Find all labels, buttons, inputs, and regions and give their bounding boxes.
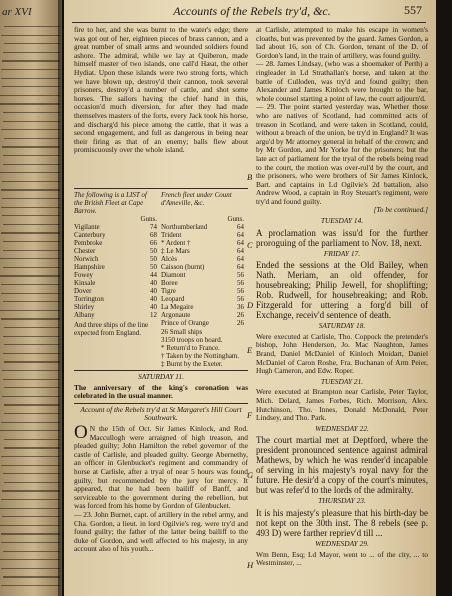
thursday-23-text: It is his majesty's pleasure that his birth-day be not kept on the 30th inst. The 8 rebels (see p. 493 D) were farther repriev'd till ... xyxy=(256,507,428,538)
french-ship-row xyxy=(161,239,248,247)
right-paragraph-1: at Carlisle, attempted to make his escape in women's cloaths, but was prevented by the guard. James Gordon, a lad about 16, son of Ch. Gordon, tenant of the D. of Gordon's land, in the train of artillery, was found guilty. xyxy=(256,25,428,60)
french-fleet-note: * Return'd to France. xyxy=(161,344,220,352)
background-right xyxy=(436,0,452,596)
page-number: 557 xyxy=(404,3,422,17)
margin-letter: C xyxy=(247,240,253,250)
left-page-text-line xyxy=(0,103,60,104)
left-page-text-line xyxy=(1,129,60,130)
french-ship-name: Argonaute xyxy=(161,311,191,319)
left-page-text-line xyxy=(4,447,60,448)
french-ship-guns: 64 xyxy=(237,247,244,255)
french-ship-row xyxy=(161,231,248,239)
french-ship-row xyxy=(161,279,248,287)
left-page-text-line xyxy=(1,585,60,586)
french-ship-row xyxy=(161,287,248,295)
margin-letter: H xyxy=(247,560,254,570)
left-page-text-line xyxy=(0,258,60,259)
tuesday-21-text: Were executed at Brampton near Carlisle, Peter Taylor, Mich. Delard, James Forbes, Rich. Morrison, Alex. Hutchinson, Tho. Innes, Donald McDonald, Peter Lindsey, and Tho. Park. xyxy=(256,387,428,423)
page-title: Accounts of the Rebels try'd, &c. xyxy=(173,4,331,18)
british-ship-name: Dover xyxy=(74,287,92,295)
french-ship-row xyxy=(161,295,248,303)
left-page-text-line xyxy=(0,430,60,431)
left-page-text-line xyxy=(2,215,60,216)
left-page-text-line xyxy=(3,155,60,156)
french-ship-row xyxy=(161,311,248,319)
wednesday-22-text: The court martial met at Deptford, where the president pronounced sentence against admiral Mathews, by which he was render'd incapable of serving in his majesty's royal navy for the future. He desir'd a copy of the court's minutes, but was refer'd to the lords of the admiralty. xyxy=(256,435,428,496)
left-page-text-line xyxy=(3,241,60,242)
left-page-text-line xyxy=(1,78,60,79)
british-ship-name: Torrington xyxy=(74,295,104,303)
british-ship-row xyxy=(74,263,161,271)
french-ship-row xyxy=(161,271,248,279)
left-page-text-line xyxy=(2,490,60,491)
left-page-text-line xyxy=(4,26,60,27)
continued-note: [To be continued.] xyxy=(373,205,428,215)
left-page-text-line xyxy=(3,473,61,474)
left-page-text-line xyxy=(1,232,60,233)
fleet-table xyxy=(74,191,248,368)
british-ship-row xyxy=(74,311,161,319)
british-ship-guns: 40 xyxy=(150,287,157,295)
french-ship-name: Trident xyxy=(161,231,182,239)
british-ship-guns: 40 xyxy=(150,279,157,287)
british-ship-guns: 12 xyxy=(150,311,157,319)
french-ship-name: Caisson (burnt) xyxy=(161,263,205,271)
british-ship-guns: 50 xyxy=(150,263,157,271)
left-page-text-line xyxy=(4,387,60,388)
left-page-text-line xyxy=(2,370,60,371)
left-page-text-line xyxy=(1,284,60,285)
left-page-text-line xyxy=(1,568,60,569)
french-ship-name: Prince of Orange xyxy=(161,319,209,327)
french-fleet-note: 3150 troops on board. xyxy=(161,336,223,344)
left-page-edge xyxy=(0,0,62,596)
left-page-text-line xyxy=(1,533,60,534)
drop-cap: O xyxy=(74,421,88,443)
british-ship-row xyxy=(74,247,161,255)
left-page-text-line xyxy=(1,456,60,457)
british-ship-row xyxy=(74,271,161,279)
left-page-text-line xyxy=(2,396,60,397)
left-page-text-line xyxy=(4,43,60,44)
left-page-text-line xyxy=(3,576,60,577)
saturday-18-text: Were executed at Carlisle, Tho. Coppock the pretender's bishop, John Henderson, Jo. Mac Naughton, James Brand, Daniel McDaniel of Kinloch Moidart, Daniel McDaniel of Caron Roshe, Fra. Buchanan of Arm Peier, Hugh Cameron, and Edw. Roper. xyxy=(256,331,428,376)
left-page-text-line xyxy=(1,207,60,208)
left-page-text-line xyxy=(3,112,60,113)
saturday-18-heading: SATURDAY 18. xyxy=(318,321,366,331)
tuesday-14-heading: TUESDAY 14. xyxy=(320,216,364,226)
left-page-text-line xyxy=(0,508,60,509)
margin-letter: E xyxy=(247,345,253,355)
left-page-text-line xyxy=(2,516,60,517)
margin-letter: D xyxy=(247,300,254,310)
french-ship-guns: 64 xyxy=(237,223,244,231)
british-ship-name: Albany xyxy=(74,311,95,319)
french-ship-guns: 64 xyxy=(237,263,244,271)
french-ship-name: * Ardent † xyxy=(161,239,191,247)
left-page-text-line xyxy=(3,224,60,225)
british-ship-name: Kinsale xyxy=(74,279,96,287)
section-rule xyxy=(74,403,248,404)
french-ship-guns: 64 xyxy=(237,231,244,239)
french-ship-guns: 64 xyxy=(237,239,244,247)
wednesday-22-heading: WEDNESDAY 22. xyxy=(315,423,369,433)
french-ship-row xyxy=(161,223,248,231)
tuesday-21-heading: TUESDAY 21. xyxy=(320,376,364,386)
british-ship-row xyxy=(74,303,161,311)
left-page-text-line xyxy=(1,499,60,500)
british-ship-guns: 40 xyxy=(150,303,157,311)
british-ship-guns: 50 xyxy=(150,247,157,255)
british-ship-row xyxy=(74,279,161,287)
header-rule xyxy=(72,22,426,23)
right-column xyxy=(256,26,428,568)
french-ship-row xyxy=(161,247,248,255)
wednesday-29-heading: WEDNESDAY 29. xyxy=(315,538,369,548)
british-ship-guns: 66 xyxy=(150,239,157,247)
friday-17-text: Ended the sessions at the Old Bailey, when Nath. Meriam, an old offender, for housebreaking; Philip Jewell, for shoplifting; Rob. Rudwell, for housebreaking; and Rob. Fitzgerald for uttering a forg'd bill of Exchange, receiv'd sentence of death. xyxy=(256,260,428,321)
saturday-heading: SATURDAY 11. xyxy=(138,372,184,381)
right-paragraph-2: — 28. James Lindsay, (who was a shoemaker of Perth) a ringleader in Ld Strathallan's horse, and taken at the battle of Culloden, was try'd and found guilty; then Alexander and James Kinloch were brought to the bar, whole counsel starting a point of law, the court adjourn'd. xyxy=(256,59,428,103)
left-page-text-line xyxy=(0,275,60,276)
left-page-text-line xyxy=(2,60,60,61)
british-ship-name: Fowey xyxy=(74,271,94,279)
guns-label-british: Guns. xyxy=(140,215,157,223)
left-page-text-line xyxy=(4,344,60,345)
british-ship-guns: 68 xyxy=(150,231,157,239)
table-rule-bottom xyxy=(74,370,248,371)
left-page-text-line xyxy=(2,198,60,199)
left-page-text-line xyxy=(1,542,60,543)
british-ship-row xyxy=(74,287,161,295)
french-ship-name: Leopard xyxy=(161,295,185,303)
british-ship-row xyxy=(74,239,161,247)
french-fleet-list xyxy=(161,223,248,327)
book-page xyxy=(64,0,436,596)
saturday-text: The anniversary of the king's coronation was celebrated in the usual manner. xyxy=(74,382,248,401)
french-ship-guns: 56 xyxy=(237,287,244,295)
tuesday-14-text: A proclamation was issu'd for the further proroguing of the parliament to Nov. 18, next. xyxy=(256,227,428,248)
french-ship-guns: 64 xyxy=(237,255,244,263)
table-rule xyxy=(74,188,248,189)
left-page-text-line xyxy=(3,250,60,251)
french-ship-name: Northumberland xyxy=(161,223,208,231)
left-page-text-line xyxy=(2,86,60,87)
british-ship-name: Norwich xyxy=(74,255,99,263)
left-page-text-line xyxy=(0,95,60,96)
left-page-text-line xyxy=(3,164,60,165)
french-ship-row xyxy=(161,303,248,311)
british-fleet-list xyxy=(74,223,161,319)
left-page-text-line xyxy=(1,69,60,70)
british-ship-name: Chester xyxy=(74,247,96,255)
left-page-text-line xyxy=(4,482,60,483)
french-ship-guns: 56 xyxy=(237,295,244,303)
british-ship-row xyxy=(74,255,161,263)
french-ship-guns: 26 xyxy=(237,319,244,327)
left-page-text-line xyxy=(1,293,60,294)
british-ship-guns: 74 xyxy=(150,223,157,231)
left-page-text-line xyxy=(4,413,60,414)
french-ship-name: ‡ Le Mars xyxy=(161,247,190,255)
left-page-text-line xyxy=(0,559,60,560)
french-ship-guns: 26 xyxy=(237,311,244,319)
margin-letter: B xyxy=(247,172,253,182)
french-ship-guns: 56 xyxy=(237,279,244,287)
account-text: N the 15th of Oct. Sir James Kinlock, and Rod. Maccullogh were arraigned of high treason, and pleaded guilty; John Hamilton the rebel governor of the castle of Carlisle, and pleaded guilty. George Abernethy, an officer in Glenbucket's regiment and commandry of horse at Carlisle, after a tryal of near 5 hours was found guilty, but recommended by the jury for mercy. It appeared, that he had been bailiff of Banff, and serviceable to the government during the rebellion, but was forced from his home by Gordon of Glenbucket. xyxy=(74,423,248,511)
british-ship-name: Shirley xyxy=(74,303,95,311)
left-page-text-line xyxy=(4,138,60,139)
left-page-text-line xyxy=(4,404,60,405)
guns-label-french: Guns. xyxy=(227,215,244,223)
french-fleet-heading: French fleet under Count d'Ameville, &c. xyxy=(161,191,232,207)
french-ship-name: Tigre xyxy=(161,287,176,295)
thursday-23-heading: THURSDAY 23. xyxy=(318,496,366,506)
british-ship-name: Vigilante xyxy=(74,223,100,231)
wednesday-29-text: Wm Benn, Esq; Ld Mayor, went to ... of the city, ... to Westminster, ... xyxy=(256,549,428,568)
left-page-text-line xyxy=(3,336,60,337)
left-page-text-line xyxy=(3,301,60,302)
left-page-text-line xyxy=(0,172,60,173)
margin-letter: G xyxy=(247,470,254,480)
british-ship-guns: 40 xyxy=(150,295,157,303)
intro-paragraph: fire to her, and she was burnt to the water's edge; there was got out of her, eighteen pieces of brass cannon, and a great number of small arms and wounded soldiers found ashore. The admiral, while we lay at Quiberon, made himself master of two islands, one call'd Hæat, the other Hydiat. Upon these islands were two strong forts, which we have blown up, destroy'd their cannon, took several prisoners, destroy'd a number of cattle, and shot some horses. The sailors having the chief hand in this, occasion'd much diversion, for after they had made themselves masters of the forts, every Jack took his horse, and discharg'd his piece among the cattle, that it was a second engagement, and full as dangerous in being near their firing as that of an enemy; balls flew about promiscuously over the whole island. xyxy=(74,26,248,155)
french-ship-row xyxy=(161,263,248,271)
british-ship-name: Canterbury xyxy=(74,231,106,239)
french-ship-guns: 56 xyxy=(237,271,244,279)
left-page-text-line xyxy=(1,318,60,319)
account-paragraph-2: — 23. John Burnet, capt. of artillery in the rebel army, and Cha. Gordon, a lieut. in lord Ogilvie's reg. were try'd and found guilty; the father of the latter being bailiff to the duke of Gordon, and well affected to his majesty, in any account also of his youth... xyxy=(74,509,248,554)
british-ship-guns: 44 xyxy=(150,271,157,279)
british-fleet-heading: The following is a LIST of the British Fleet at Cape Barrow. xyxy=(74,191,147,215)
british-ship-row xyxy=(74,231,161,239)
left-column xyxy=(74,26,248,554)
left-page-text-line xyxy=(1,465,60,466)
left-page-text-line xyxy=(2,181,60,182)
left-page-text-line xyxy=(3,267,60,268)
british-ship-row xyxy=(74,295,161,303)
british-ship-name: Hampshire xyxy=(74,263,105,271)
left-page-text-line xyxy=(0,310,60,311)
margin-letter: F xyxy=(247,410,253,420)
left-page-text-line xyxy=(3,52,60,53)
left-page-text-line xyxy=(1,189,60,190)
left-page-text-line xyxy=(1,422,60,423)
french-fleet-note: ‡ Burnt by the Exeter. xyxy=(161,360,223,368)
french-ship-name: Alcès xyxy=(161,255,177,263)
left-page-text-line xyxy=(4,361,60,362)
left-page-text-line xyxy=(3,551,60,552)
french-ship-guns: 36 xyxy=(237,303,244,311)
british-ship-row xyxy=(74,223,161,231)
left-page-header: ar XVI xyxy=(2,6,32,18)
left-page-text-line xyxy=(3,353,60,354)
french-ship-row xyxy=(161,319,248,327)
friday-17-heading: FRIDAY 17. xyxy=(323,248,361,258)
left-page-text-line xyxy=(4,327,60,328)
french-fleet-note: 26 Small ships xyxy=(161,328,203,336)
british-ship-guns: 50 xyxy=(150,255,157,263)
french-ship-row xyxy=(161,255,248,263)
french-ship-name: Boree xyxy=(161,279,178,287)
french-fleet-note: † Taken by the Nottingham. xyxy=(161,352,240,360)
left-page-text-line xyxy=(3,121,60,122)
right-paragraph-3: — 29. The point started yesterday was, Whether those who are natives of Scotland, had committed acts of treason in Scotland, and were taken in Scotland, could, without a breach of the union, be try'd in England? It was argu'd by Mr attorney general in behalf of the crown; and by Mr Gordon, and Mr Yorke for the prisoners; but the late act of parliament for the tryal of the rebels being read to the court, the motion was over-rul'd by the court, and the prisoners, who were brothers of Sir James Kinlock, Bart. and captains in Ld Ogilvie's 2d battalion, also Andrew Wood, a captain in Roy Steuart's regiment, were try'd and found guilty. xyxy=(256,102,428,206)
account-paragraph xyxy=(74,421,248,511)
british-ship-name: Pembroke xyxy=(74,239,103,247)
account-heading: Account of the Rebels try'd at St Margaret's Hill Court Southwark. xyxy=(80,404,242,423)
left-page-text-line xyxy=(0,525,60,526)
french-ship-name: Diamont xyxy=(161,271,186,279)
left-page-text-line xyxy=(1,35,60,36)
french-ship-name: La Megaire xyxy=(161,303,194,311)
french-fleet-notes xyxy=(161,328,248,368)
left-page-text-line xyxy=(4,439,60,440)
left-page-text-line xyxy=(3,379,60,380)
british-fleet-note: And three ships of the line expected from England. xyxy=(74,321,149,337)
left-page-text-line xyxy=(2,146,60,147)
